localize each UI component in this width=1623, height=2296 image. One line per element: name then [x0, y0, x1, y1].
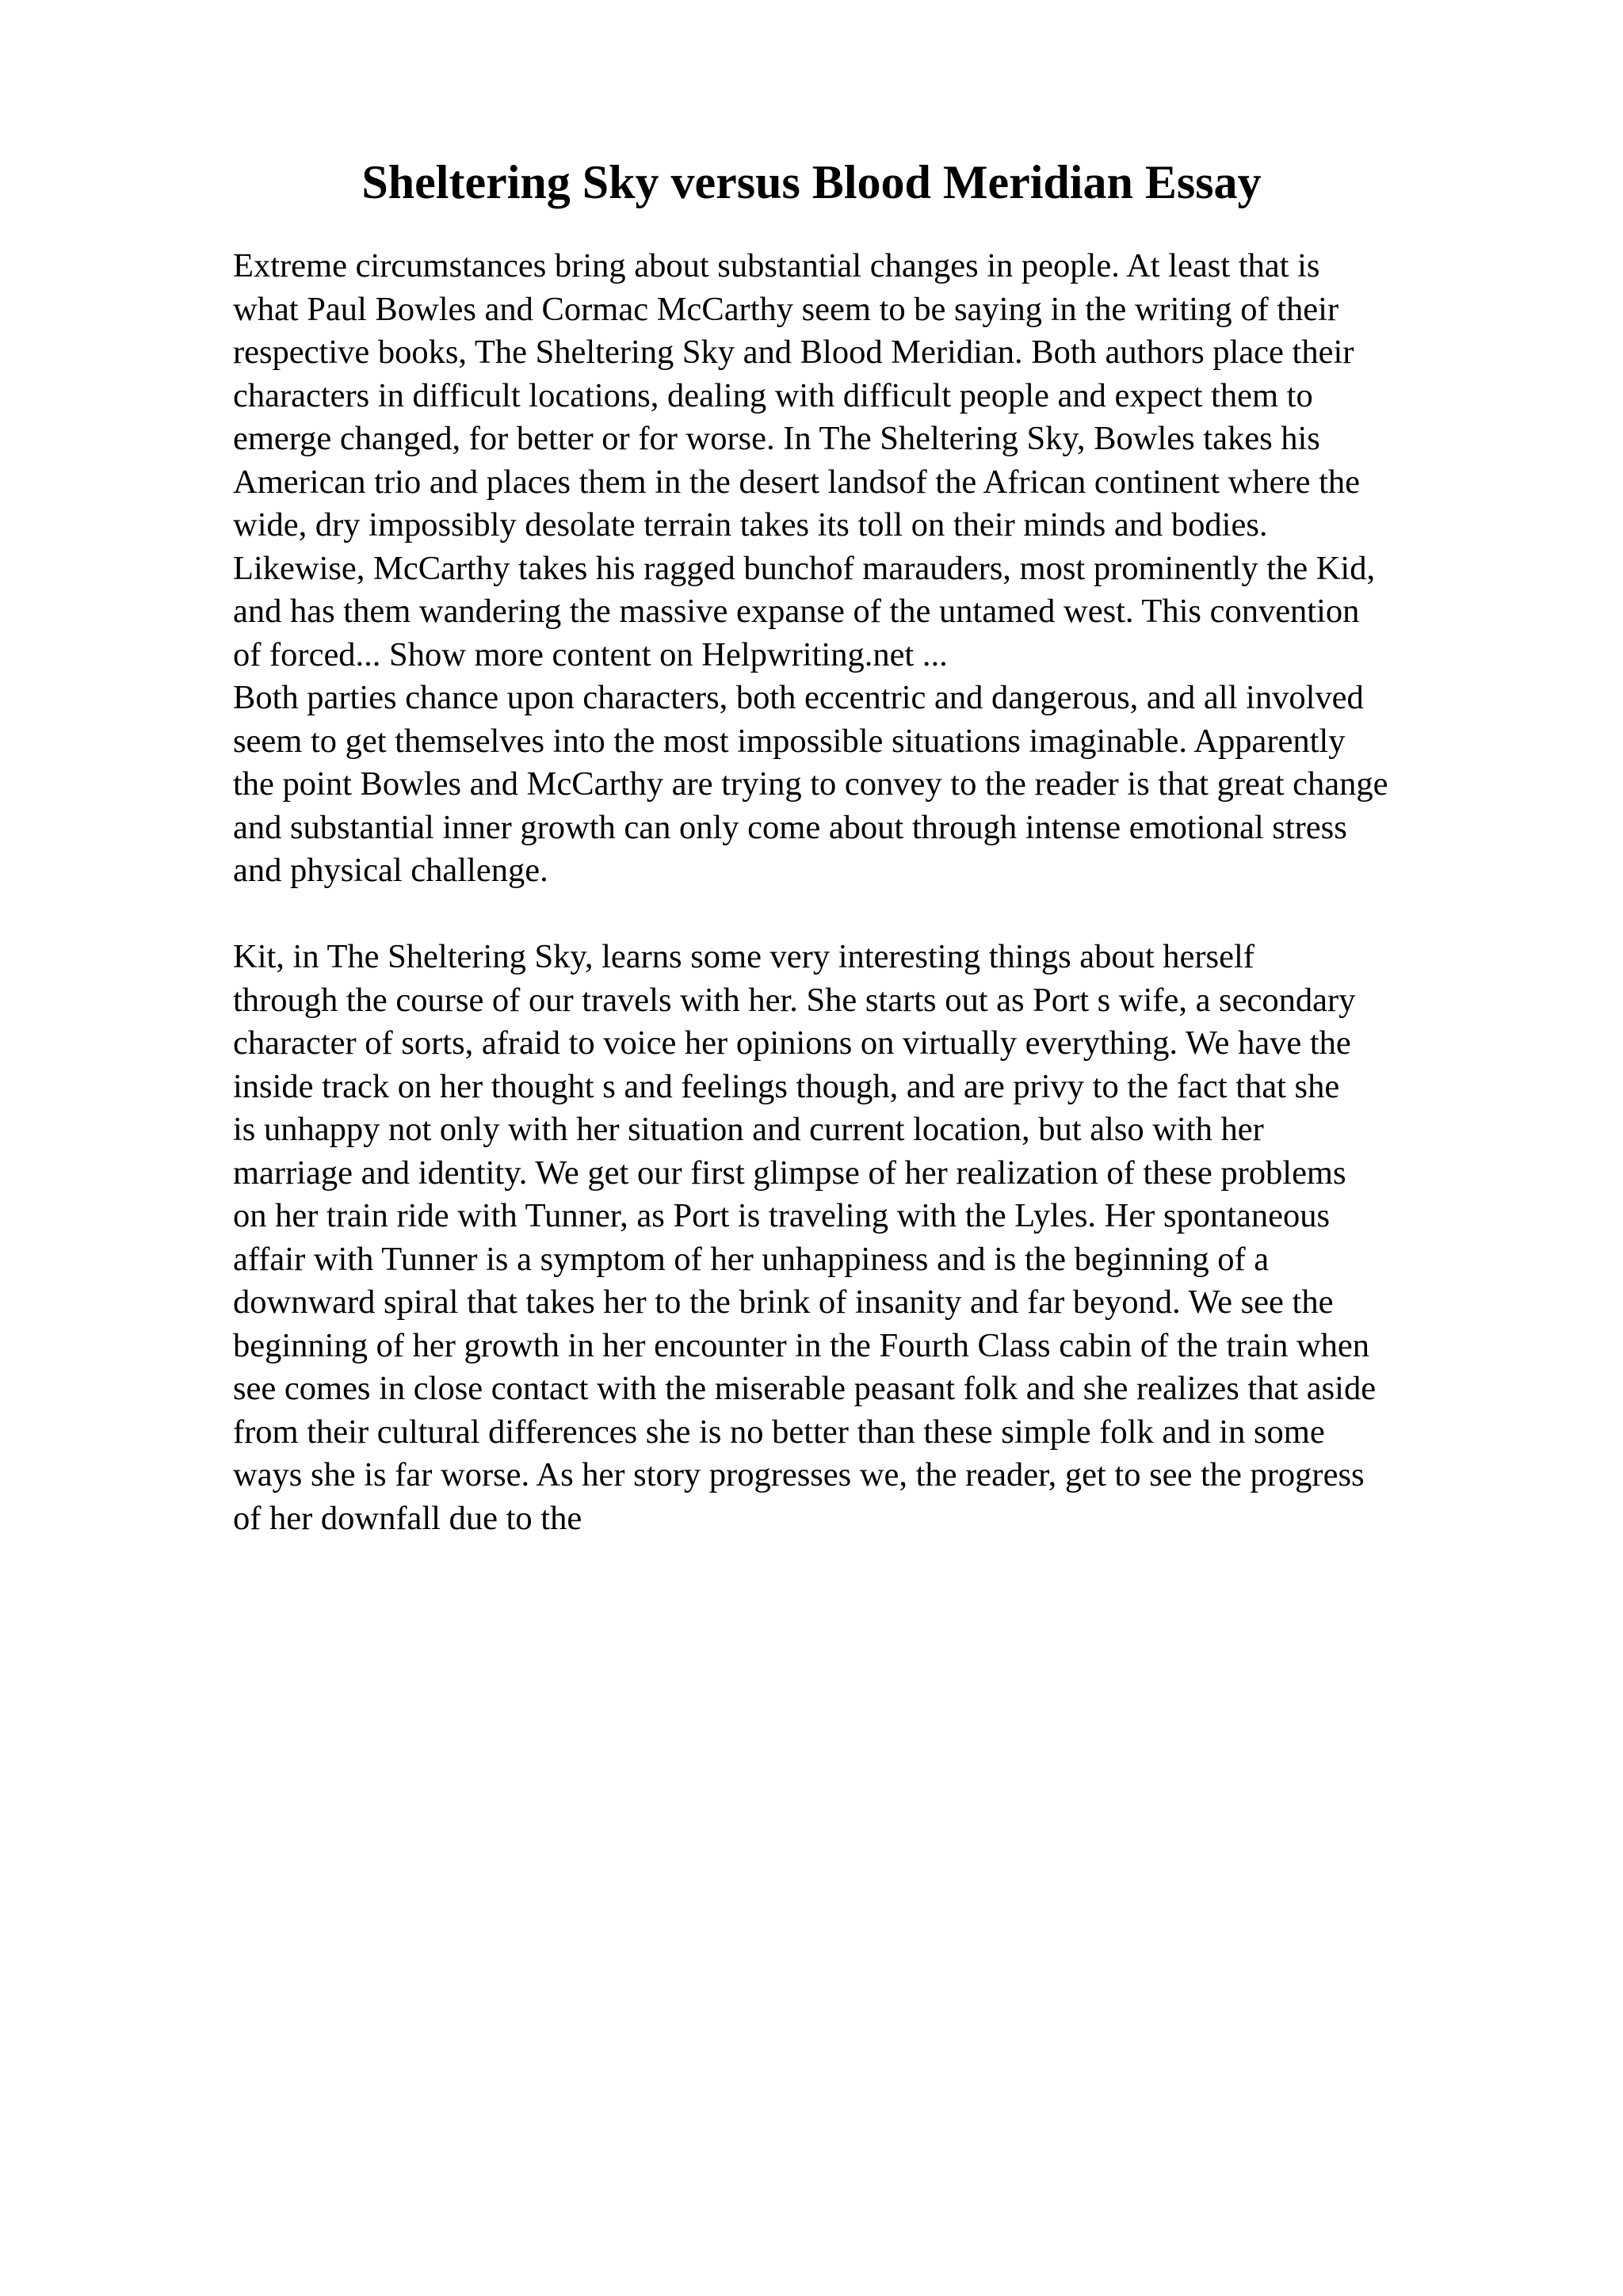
text-line: and has them wandering the massive expanse of the untamed west. This convention — [233, 593, 1360, 630]
text-line: character of sorts, afraid to voice her opinions on virtually everything. We have the — [233, 1024, 1351, 1062]
text-line: American trio and places them in the desert landsof the African continent where the — [233, 463, 1361, 501]
text-line: Likewise, McCarthy takes his ragged bunchof marauders, most prominently the Kid, — [233, 549, 1376, 587]
text-line: seem to get themselves into the most impossible situations imaginable. Apparently — [233, 722, 1346, 760]
paragraph-2 — [233, 677, 1533, 893]
text-line: marriage and identity. We get our first glimpse of her realization of these problems — [233, 1154, 1346, 1192]
document-body — [233, 245, 1533, 1540]
text-line: affair with Tunner is a symptom of her unhappiness and is the beginning of a — [233, 1240, 1270, 1278]
text-line: on her train ride with Tunner, as Port is traveling with the Lyles. Her spontaneous — [233, 1197, 1331, 1234]
text-line: and physical challenge. — [233, 852, 548, 889]
text-line: characters in difficult locations, dealing with difficult people and expect them to — [233, 376, 1313, 414]
text-line: and substantial inner growth can only come about through intense emotional stress — [233, 808, 1347, 846]
text-line: ways she is far worse. As her story progresses we, the reader, get to see the progress — [233, 1456, 1365, 1493]
text-line: of forced... Show more content on Helpwriting.net ... — [233, 635, 948, 673]
text-line: downward spiral that takes her to the brink of insanity and far beyond. We see the — [233, 1283, 1334, 1321]
text-line: through the course of our travels with her. She starts out as Port s wife, a secondary — [233, 981, 1356, 1019]
text-line: emerge changed, for better or for worse. In The Sheltering Sky, Bowles takes his — [233, 420, 1320, 457]
text-line: inside track on her thought s and feelings though, and are privy to the fact that she — [233, 1067, 1340, 1105]
text-line: respective books, The Sheltering Sky and Blood Meridian. Both authors place their — [233, 334, 1354, 371]
paragraph-1 — [233, 245, 1533, 677]
document-title: Sheltering Sky versus Blood Meridian Essay — [361, 156, 1262, 208]
text-line: of her downfall due to the — [233, 1499, 582, 1537]
text-line: beginning of her growth in her encounter in the Fourth Class cabin of the train when — [233, 1326, 1370, 1364]
text-line: what Paul Bowles and Cormac McCarthy seem to be saying in the writing of their — [233, 290, 1339, 328]
text-line: Extreme circumstances bring about substantial changes in people. At least that is — [233, 247, 1320, 284]
paragraph-3 — [233, 936, 1533, 1540]
text-line: is unhappy not only with her situation and current location, but also with her — [233, 1111, 1264, 1148]
text-line: the point Bowles and McCarthy are trying to convey to the reader is that great change — [233, 765, 1388, 803]
text-line: Both parties chance upon characters, both eccentric and dangerous, and all involved — [233, 679, 1364, 716]
text-line: wide, dry impossibly desolate terrain takes its toll on their minds and bodies. — [233, 506, 1268, 543]
text-line: see comes in close contact with the miserable peasant folk and she realizes that aside — [233, 1370, 1377, 1407]
text-line: from their cultural differences she is no better than these simple folk and in some — [233, 1413, 1325, 1451]
text-line: Kit, in The Sheltering Sky, learns some very interesting things about herself — [233, 938, 1254, 975]
paragraph-spacer — [233, 893, 1533, 936]
